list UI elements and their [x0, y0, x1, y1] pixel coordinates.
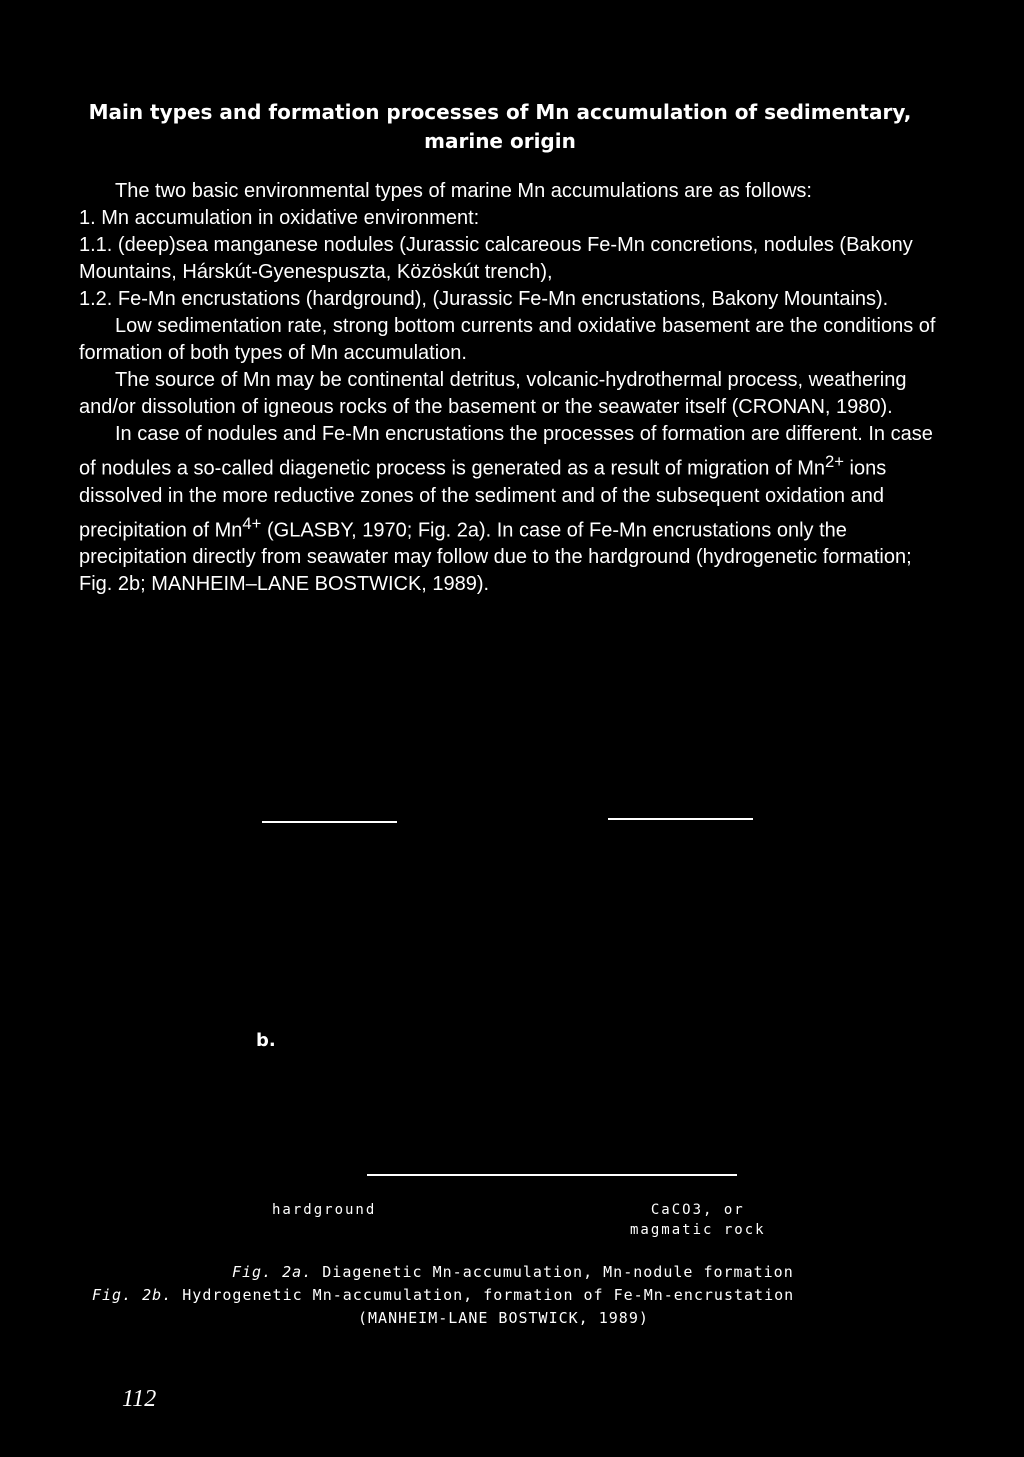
label-caco3-line-1: CaCO3, or [650, 1202, 745, 1218]
caption-fig-2b [92, 1285, 794, 1305]
page-number: 112 [122, 1386, 157, 1412]
intro-paragraph: The two basic environmental types of marine Mn accumulations are as follows: [115, 180, 812, 202]
superscript-mn4: 4+ [242, 513, 262, 533]
list-item-1: 1. Mn accumulation in oxidative environment: [79, 207, 480, 229]
label-caco3-line-2: magmatic rock [630, 1222, 766, 1238]
text-segment: ions dissolved in the more reductive zones of the sediment and of the subsequent oxidation and precipitation of Mn [79, 457, 887, 542]
figure-panel-b-label: b. [256, 1030, 276, 1051]
text-segment: In case of nodules and Fe-Mn encrustations the processes of formation are different. In case of nodules a so-called diagenetic process is generated as a result of migration of Mn [79, 423, 933, 480]
section-title [60, 98, 940, 156]
caption-fig-2b-number: Fig. 2b. [92, 1286, 173, 1304]
caption-fig-2a-text: Diagenetic Mn-accumulation, Mn-nodule formation [322, 1263, 794, 1281]
list-item-1-1: 1.1. (deep)sea manganese nodules (Jurassic calcareous Fe-Mn concretions, nodules (Bakony Mountains, Hárskút-Gyenespuszta, Közöskút trench), [79, 234, 913, 283]
caption-fig-2a-number: Fig. 2a. [232, 1263, 313, 1281]
title-line-1: Main types and formation processes of Mn accumulation of sedimentary, [88, 100, 912, 124]
title-line-2: marine origin [424, 129, 576, 153]
paragraph-mn-source: The source of Mn may be continental detritus, volcanic-hydrothermal process, weathering and/or dissolution of igneous rocks of the basement or the seawater itself (CRONAN, 1980). [79, 369, 907, 418]
paragraph-low-sedimentation: Low sedimentation rate, strong bottom currents and oxidative basement are the conditions of formation of both types of Mn accumulation. [79, 315, 936, 364]
figure-b-seafloor-line [367, 1174, 737, 1176]
caption-fig-2a [232, 1262, 794, 1282]
figure-a-line-left [262, 821, 397, 823]
text-segment: (GLASBY, 1970; Fig. 2a). In case of Fe-Mn encrustations only the precipitation directly from seawater may follow due to the hardground (hydrogenetic formation; Fig. 2b; MANHEIM–LANE BOSTWICK, 1989). [79, 519, 912, 596]
paragraph-formation-processes [79, 421, 945, 598]
label-hardground: hardground [272, 1202, 377, 1218]
figure-a-line-right [608, 818, 753, 820]
list-item-1-2: 1.2. Fe-Mn encrustations (hardground), (Jurassic Fe-Mn encrustations, Bakony Mountains). [79, 288, 889, 310]
superscript-mn2: 2+ [824, 452, 844, 471]
caption-fig-2b-text: Hydrogenetic Mn-accumulation, formation of Fe-Mn-encrustation [182, 1286, 795, 1304]
caption-fig-2b-reference: (MANHEIM-LANE BOSTWICK, 1989) [358, 1309, 649, 1327]
label-caco3-magmatic-rock [630, 1200, 766, 1240]
body-text [79, 178, 945, 598]
